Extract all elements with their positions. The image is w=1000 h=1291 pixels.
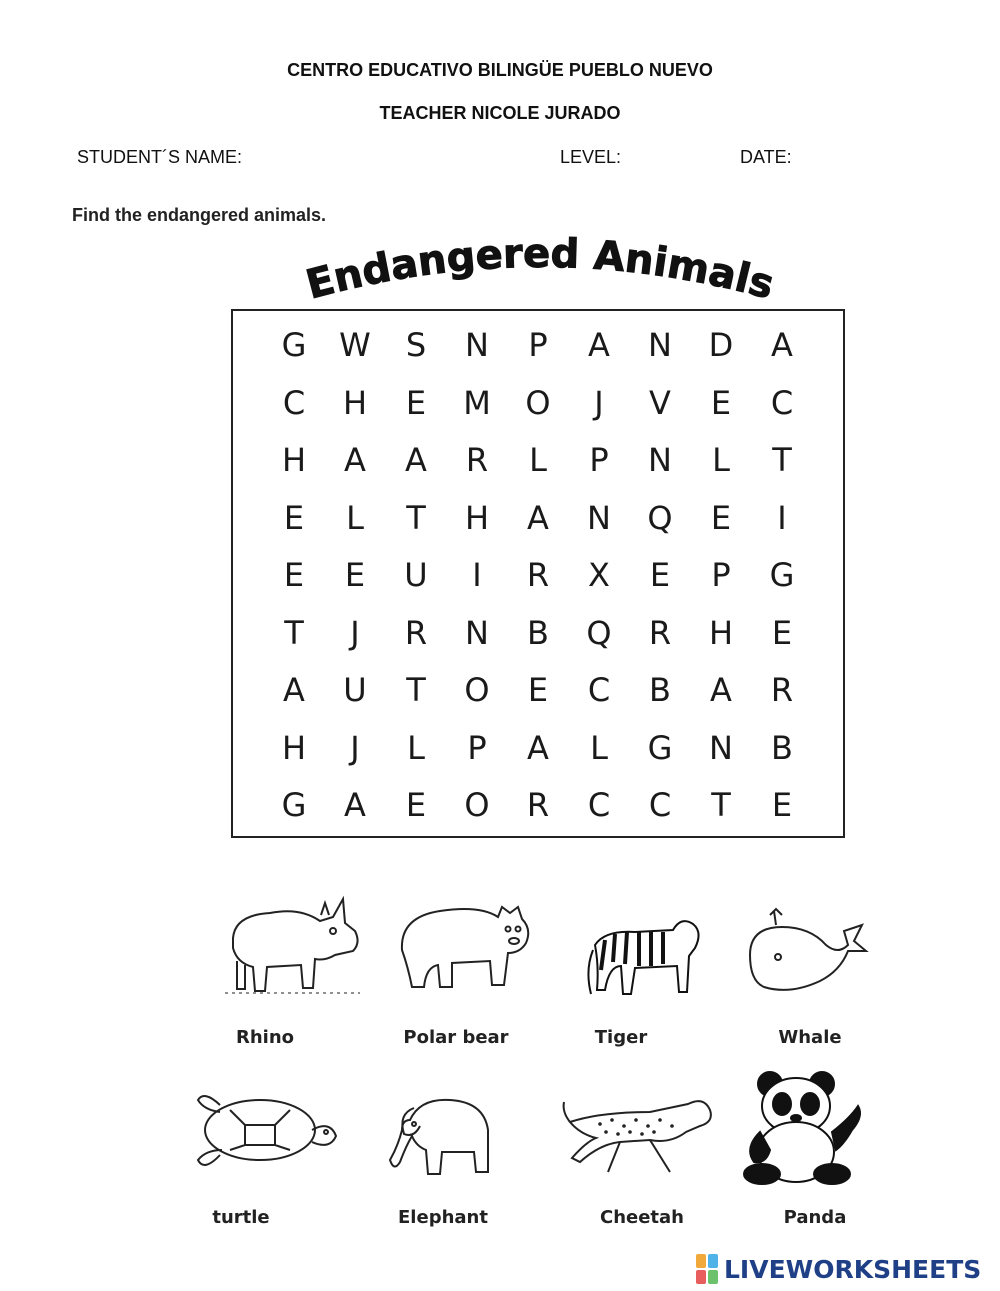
student-name-label: STUDENT´S NAME: bbox=[77, 147, 243, 167]
grid-letter: R bbox=[648, 613, 672, 652]
grid-letter: H bbox=[281, 728, 307, 767]
grid-letter: E bbox=[283, 498, 305, 537]
grid-letter: H bbox=[464, 498, 490, 537]
grid-letter: L bbox=[346, 498, 364, 537]
animal-label-polar-bear: Polar bear bbox=[403, 1027, 509, 1048]
grid-letter: G bbox=[769, 556, 795, 594]
grid-letter: G bbox=[281, 786, 307, 824]
animal-label-elephant: Elephant bbox=[398, 1207, 488, 1228]
grid-letter: T bbox=[772, 441, 792, 479]
grid-letter: E bbox=[344, 556, 366, 594]
grid-letter: E bbox=[405, 786, 427, 824]
grid-letter: C bbox=[770, 383, 794, 422]
grid-letter: E bbox=[710, 383, 732, 422]
word-search-grid bbox=[231, 309, 845, 838]
level-label: LEVEL: bbox=[560, 147, 622, 167]
school-name: CENTRO EDUCATIVO BILINGÜE PUEBLO NUEVO bbox=[287, 60, 713, 80]
grid-letter: E bbox=[771, 613, 793, 652]
animal-label-whale: Whale bbox=[778, 1027, 842, 1048]
grid-letter: N bbox=[465, 326, 489, 364]
grid-letter: W bbox=[339, 326, 371, 364]
puzzle-title-text: Endangered Animals bbox=[301, 230, 779, 309]
grid-letter: H bbox=[281, 441, 307, 479]
grid-letter: L bbox=[590, 728, 608, 767]
liveworksheets-logo bbox=[696, 1252, 981, 1286]
grid-letter: O bbox=[464, 786, 490, 824]
panda-icon bbox=[740, 1070, 865, 1185]
grid-letter: A bbox=[771, 326, 793, 364]
grid-letter: X bbox=[588, 556, 610, 594]
grid-letter: B bbox=[527, 613, 549, 652]
grid-letter: L bbox=[712, 441, 730, 479]
grid-letter: N bbox=[465, 613, 489, 652]
turtle-icon bbox=[190, 1080, 340, 1180]
polar-bear-icon bbox=[390, 895, 540, 1005]
elephant-icon bbox=[380, 1090, 500, 1185]
animal-label-turtle: turtle bbox=[212, 1207, 270, 1228]
grid-letter: A bbox=[527, 728, 549, 767]
grid-letter: J bbox=[350, 613, 360, 652]
grid-letter: R bbox=[770, 671, 794, 709]
grid-letter: Q bbox=[647, 498, 673, 537]
grid-letter: A bbox=[344, 786, 366, 824]
grid-letter: T bbox=[406, 498, 426, 537]
grid-letter: P bbox=[589, 441, 609, 479]
grid-letter: A bbox=[405, 441, 427, 479]
animal-label-rhino: Rhino bbox=[235, 1027, 295, 1048]
grid-letter: V bbox=[649, 383, 671, 422]
grid-letter: D bbox=[708, 326, 734, 364]
grid-letter: A bbox=[588, 326, 610, 364]
grid-letter: G bbox=[281, 326, 307, 364]
grid-letter: J bbox=[350, 728, 360, 767]
animal-label-tiger: Tiger bbox=[594, 1027, 648, 1048]
grid-letter: C bbox=[648, 786, 672, 824]
instruction-text: Find the endangered animals. bbox=[72, 205, 327, 225]
grid-letter: N bbox=[648, 326, 672, 364]
grid-letter: R bbox=[526, 556, 550, 594]
grid-letter: R bbox=[404, 613, 428, 652]
grid-letter: J bbox=[594, 383, 604, 422]
liveworksheets-logo-icon bbox=[696, 1254, 720, 1284]
grid-letter: C bbox=[587, 671, 611, 709]
cheetah-icon bbox=[560, 1082, 720, 1182]
grid-letter: P bbox=[467, 728, 487, 767]
puzzle-title bbox=[280, 230, 800, 320]
tiger-icon bbox=[585, 910, 705, 1005]
grid-letter: L bbox=[407, 728, 425, 767]
grid-letter: P bbox=[711, 556, 731, 594]
grid-letter: U bbox=[343, 671, 367, 709]
grid-letter: E bbox=[710, 498, 732, 537]
grid-letter: O bbox=[525, 383, 551, 422]
grid-letter: P bbox=[528, 326, 548, 364]
date-label: DATE: bbox=[740, 147, 792, 167]
grid-letter: A bbox=[344, 441, 366, 479]
grid-letter: H bbox=[342, 383, 368, 422]
grid-letter: B bbox=[771, 728, 793, 767]
teacher-name: TEACHER NICOLE JURADO bbox=[379, 103, 621, 123]
grid-letter: N bbox=[648, 441, 672, 479]
grid-letter: Q bbox=[586, 613, 612, 652]
grid-letter: N bbox=[709, 728, 733, 767]
grid-letter: A bbox=[527, 498, 549, 537]
grid-letter: G bbox=[647, 728, 673, 767]
grid-letter: T bbox=[711, 786, 731, 824]
grid-letter: C bbox=[282, 383, 306, 422]
grid-letter: T bbox=[284, 613, 304, 652]
svg-text:Endangered Animals bbox=[301, 231, 778, 309]
liveworksheets-logo-text: LIVEWORKSHEETS bbox=[724, 1254, 982, 1284]
grid-letter: A bbox=[283, 671, 305, 709]
grid-letter: E bbox=[527, 671, 549, 709]
grid-letter: R bbox=[465, 441, 489, 479]
grid-letter: O bbox=[464, 671, 490, 709]
grid-letter: H bbox=[708, 613, 734, 652]
grid-letter: C bbox=[587, 786, 611, 824]
grid-letter: I bbox=[777, 498, 787, 537]
grid-letter: L bbox=[529, 441, 547, 479]
grid-letter: S bbox=[405, 326, 427, 364]
grid-letter: T bbox=[406, 671, 426, 709]
rhino-icon bbox=[215, 893, 365, 1003]
grid-letter: N bbox=[587, 498, 611, 537]
animal-label-panda: Panda bbox=[783, 1207, 847, 1228]
grid-letter: I bbox=[472, 556, 482, 594]
grid-letter: A bbox=[710, 671, 732, 709]
grid-letter: E bbox=[283, 556, 305, 594]
grid-letter: M bbox=[463, 383, 491, 422]
grid-letter: B bbox=[649, 671, 671, 709]
grid-letter: E bbox=[649, 556, 671, 594]
grid-letter: E bbox=[405, 383, 427, 422]
animal-label-cheetah: Cheetah bbox=[599, 1207, 684, 1228]
grid-letter: R bbox=[526, 786, 550, 824]
whale-icon bbox=[740, 905, 870, 1000]
grid-letter: U bbox=[404, 556, 428, 594]
grid-letter: E bbox=[771, 786, 793, 824]
